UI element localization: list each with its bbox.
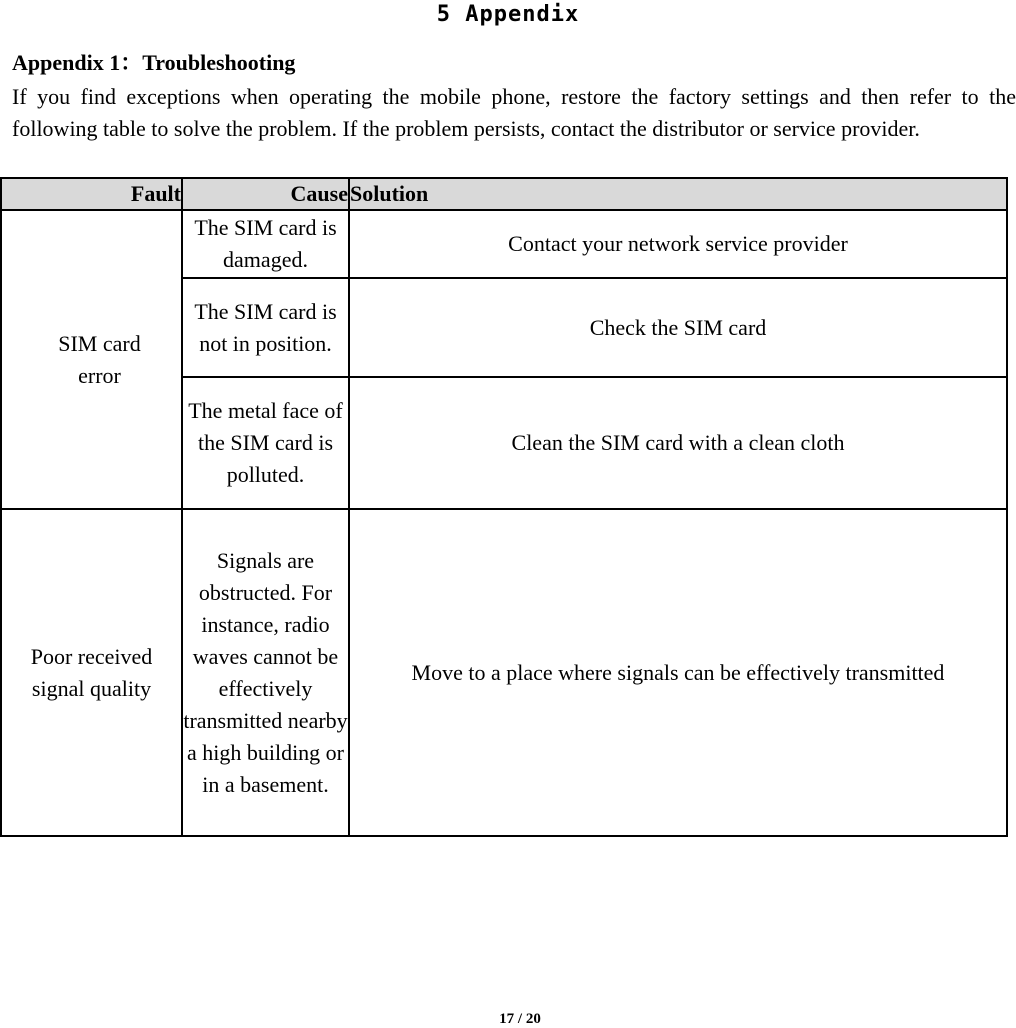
header-fault: Fault	[1, 178, 182, 210]
solution-cell: Check the SIM card	[349, 278, 1007, 377]
cause-cell: The SIM card is not in position.	[182, 278, 349, 377]
fault-poor-signal-quality: Poor received signal quality	[1, 509, 182, 836]
page-number: 17 / 20	[499, 1011, 541, 1027]
fault-sim-card-error: SIM card error	[1, 210, 182, 509]
solution-cell: Clean the SIM card with a clean cloth	[349, 377, 1007, 509]
intro-paragraph: If you find exceptions when operating the mobile phone, restore the factory settings and then refer to the following table to solve the problem. If the problem persists, contact the distributor or service provider.	[12, 84, 1016, 141]
header-cause: Cause	[182, 178, 349, 210]
troubleshooting-table	[0, 177, 1008, 837]
solution-cell: Move to a place where signals can be effectively transmitted	[349, 509, 1007, 836]
table-row	[1, 210, 1007, 278]
section-heading: Appendix 1：Troubleshooting	[12, 50, 296, 75]
solution-cell: Contact your network service provider	[349, 210, 1007, 278]
header-solution: Solution	[349, 178, 1007, 210]
chapter-title: 5 Appendix	[436, 2, 580, 27]
table-header-row	[1, 178, 1007, 210]
cause-cell: Signals are obstructed. For instance, radio waves cannot be effectively transmitted nearby a high building or in a basement.	[182, 509, 349, 836]
cause-cell: The SIM card is damaged.	[182, 210, 349, 278]
cause-cell: The metal face of the SIM card is polluted.	[182, 377, 349, 509]
table-row	[1, 509, 1007, 836]
